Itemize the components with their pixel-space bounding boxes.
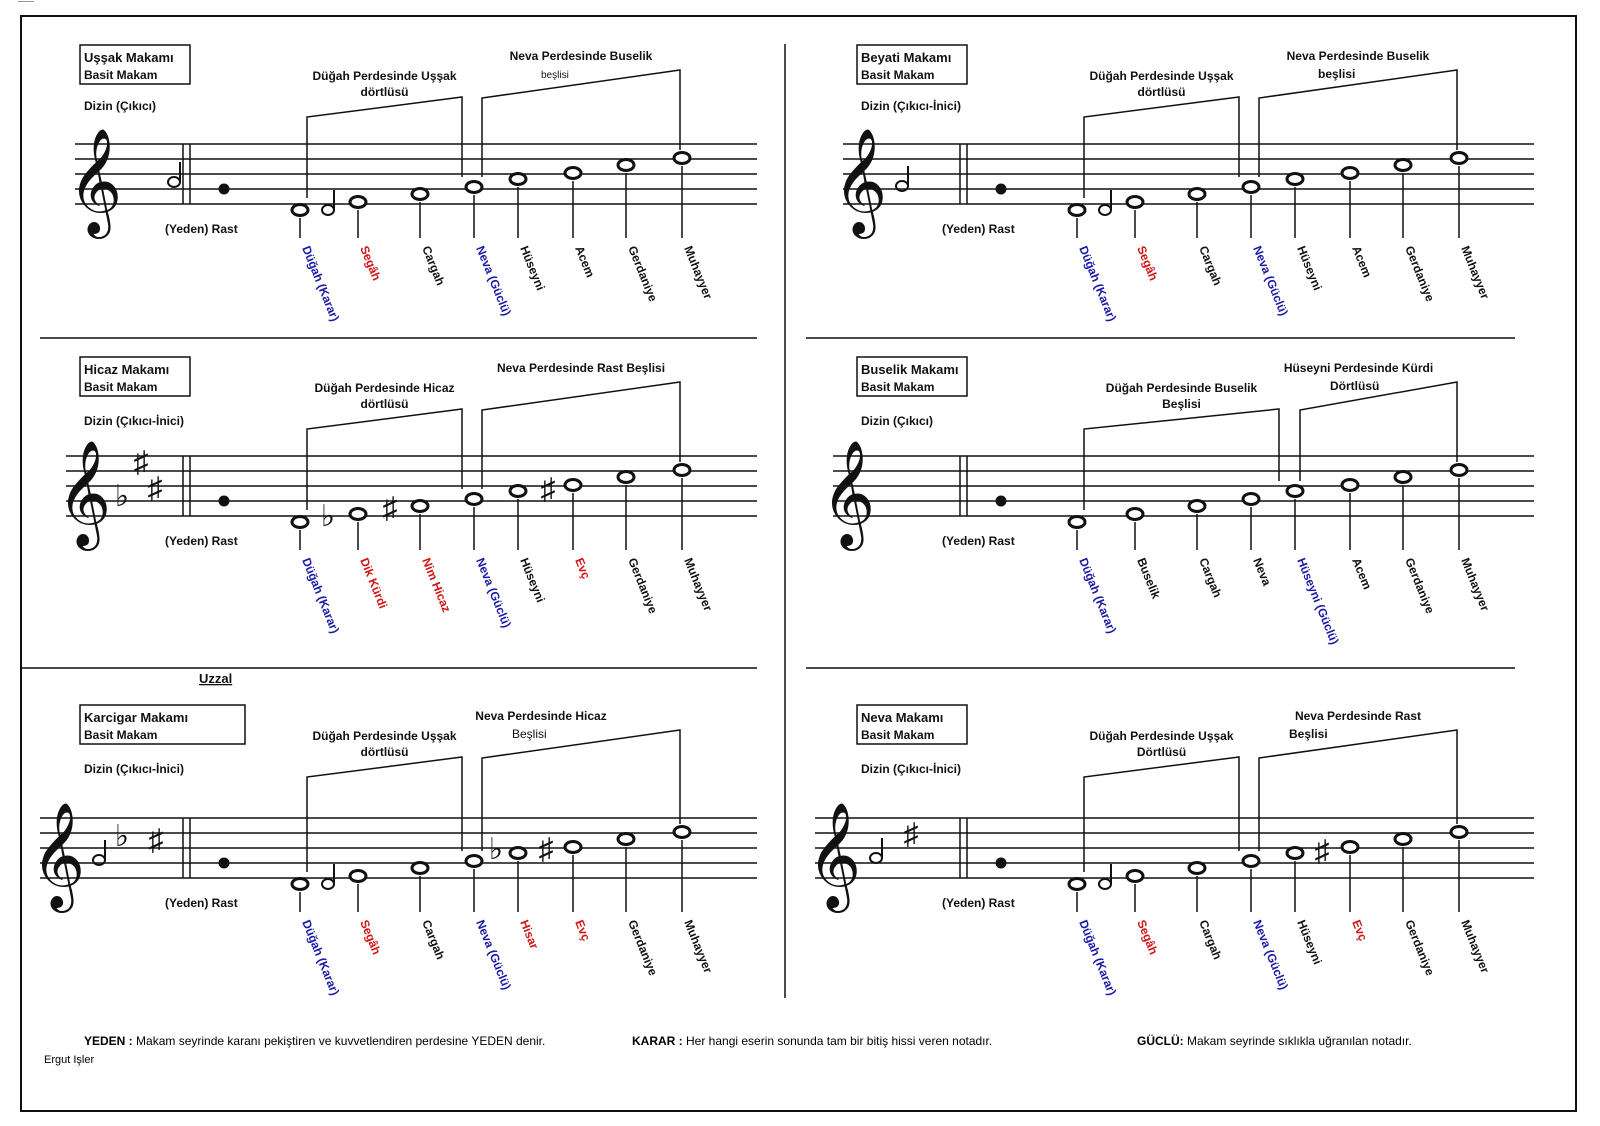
makam-title: Buselik Makamı: [861, 362, 959, 377]
note-name-label: Segâh: [357, 243, 384, 283]
yeden-label: (Yeden) Rast: [165, 222, 238, 236]
bracket2-label-line1: Neva Perdesinde Hicaz: [475, 709, 607, 723]
panel-beyati: [833, 45, 1534, 323]
note-name-label: Gerdaniye: [1402, 555, 1438, 616]
yeden-note: [219, 858, 230, 869]
half-note-accidental: [322, 864, 334, 889]
bracket1-label-line1: Düğah Perdesinde Uşşak: [1089, 69, 1234, 83]
note-name-label: Neva (Güclü): [473, 243, 514, 318]
yeden-label: (Yeden) Rast: [942, 222, 1015, 236]
whole-note: [466, 856, 482, 867]
makam-title: Uşşak Makamı: [84, 50, 174, 65]
whole-note: [412, 863, 428, 874]
sharp-accidental: ♯: [903, 818, 919, 851]
bracket2-label-line2: beşlisi: [1318, 67, 1356, 81]
half-note-accidental: [1099, 864, 1111, 889]
whole-note: [412, 501, 428, 512]
bracket2-label-line1: Neva Perdesinde Rast: [1294, 709, 1422, 723]
makam-subtitle: Basit Makam: [861, 380, 935, 394]
tetrachord-bracket: [1084, 97, 1239, 198]
note-name-label: Düğah (Karar): [299, 555, 343, 636]
whole-note: [1069, 205, 1085, 216]
note-name-label: Buselik: [1134, 555, 1164, 601]
treble-clef-icon: 𝄞: [832, 130, 888, 232]
pentachord-bracket: [482, 382, 680, 489]
panel-karcigar: [31, 705, 757, 997]
makam-title: Beyati Makamı: [861, 50, 952, 65]
whole-note: [510, 848, 526, 859]
whole-note: [412, 189, 428, 200]
footer-karar: [632, 1034, 992, 1048]
whole-note: [618, 472, 634, 483]
bracket2-label-line1: Neva Perdesinde Rast Beşlisi: [496, 361, 666, 375]
half-accidental: [870, 838, 882, 863]
scale-direction-label: Dizin (Çıkıcı-İnici): [861, 99, 962, 113]
half-note-accidental-head: [322, 205, 334, 215]
whole-note: [1189, 863, 1205, 874]
scale-direction-label: Dizin (Çıkıcı): [861, 414, 934, 428]
whole-note: [510, 174, 526, 185]
pentachord-bracket: [482, 70, 680, 177]
whole-note: [1342, 168, 1358, 179]
bracket1-label-line1: Düğah Perdesinde Uşşak: [312, 729, 457, 743]
whole-note: [1069, 879, 1085, 890]
whole-note: [1342, 480, 1358, 491]
note-name-label: Muhayyer: [681, 917, 716, 976]
bracket2-label-line1: Neva Perdesinde Buselik: [509, 49, 653, 63]
whole-note: [350, 197, 366, 208]
makam-subtitle: Basit Makam: [84, 68, 158, 82]
whole-note: [565, 842, 581, 853]
whole-note: [510, 486, 526, 497]
pentachord-bracket: [1300, 382, 1457, 481]
half-accidental: [896, 166, 908, 191]
treble-clef-icon: 𝄞: [806, 804, 862, 906]
half-note-accidental: [1099, 190, 1111, 215]
whole-note: [1243, 494, 1259, 505]
whole-note: [466, 182, 482, 193]
whole-note: [350, 509, 366, 520]
panel-hicaz: [57, 357, 757, 686]
flat-note-accidental: ♭: [488, 833, 504, 866]
flat-accidental: ♭: [114, 820, 130, 853]
yeden-note: [219, 496, 230, 507]
whole-note: [1127, 871, 1143, 882]
note-name-label: Gerdaniye: [625, 917, 661, 978]
note-name-label: Muhayyer: [1458, 917, 1493, 976]
sharp-accidental: ♯: [133, 446, 149, 479]
half-note-accidental-head: [322, 879, 334, 889]
pentachord-bracket: [1259, 70, 1457, 177]
footer-yeden-term: YEDEN :: [84, 1034, 133, 1048]
bracket1-label-line2: dörtlüsü: [360, 85, 409, 99]
yeden-note: [996, 858, 1007, 869]
flat-accidental: ♭: [114, 480, 130, 513]
panel-ussak: [68, 45, 757, 323]
yeden-label: (Yeden) Rast: [165, 896, 238, 910]
makam-title: Karcigar Makamı: [84, 710, 189, 725]
makam-title: Neva Makamı: [861, 710, 944, 725]
note-name-label: Nim Hicaz: [419, 555, 454, 615]
bracket2-label-line2: beşlisi: [541, 70, 569, 81]
note-name-label: Düğah (Karar): [299, 243, 343, 324]
half-note-accidental-head: [1099, 205, 1111, 215]
sharp-accidental: ♯: [148, 824, 164, 857]
treble-clef-icon: 𝄞: [820, 442, 876, 544]
note-name-label: Hüseyni: [1294, 243, 1325, 293]
whole-note: [292, 205, 308, 216]
makam-title: Hicaz Makamı: [84, 362, 170, 377]
scale-direction-label: Dizin (Çıkıcı-İnici): [861, 762, 962, 776]
whole-note: [1287, 174, 1303, 185]
sharp-note-accidental: ♯: [1314, 835, 1330, 868]
note-name-label: Neva (Güclü): [473, 555, 514, 630]
whole-note: [1189, 189, 1205, 200]
bracket2-label-line2: Dörtlüsü: [1330, 379, 1380, 393]
bracket2-label-line2: Beşlisi: [1289, 727, 1328, 741]
note-name-label: Muhayyer: [1458, 243, 1493, 302]
whole-note: [1451, 827, 1467, 838]
bracket2-label-line1: Neva Perdesinde Buselik: [1286, 49, 1430, 63]
footer-karar-term: KARAR :: [632, 1034, 683, 1048]
note-name-label: Hüseyni: [517, 243, 548, 293]
note-name-label: Muhayyer: [1458, 555, 1493, 614]
tetrachord-bracket: [307, 757, 462, 872]
whole-note: [292, 517, 308, 528]
whole-note: [1451, 465, 1467, 476]
note-name-label: Segâh: [1134, 243, 1161, 283]
bracket1-label-line2: dörtlüsü: [360, 745, 409, 759]
note-name-label: Neva (Güclü): [1250, 917, 1291, 992]
bracket2-label-line2: Beşlisi: [512, 727, 547, 741]
sharp-note-accidental: ♯: [538, 833, 554, 866]
half-note-accidental: [322, 190, 334, 215]
note-name-label: Hüseyni: [517, 555, 548, 605]
bracket1-label-line1: Düğah Perdesinde Hicaz: [314, 381, 455, 395]
sharp-accidental: ♯: [147, 472, 163, 505]
makam-subtitle: Basit Makam: [84, 380, 158, 394]
uzzal-label: Uzzal: [199, 671, 233, 686]
yeden-note: [996, 184, 1007, 195]
note-name-label: Neva (Güclü): [1250, 243, 1291, 318]
half-note-accidental-head: [1099, 879, 1111, 889]
sharp-note-accidental: ♯: [540, 473, 556, 506]
makam-subtitle: Basit Makam: [861, 728, 935, 742]
note-name-label: Gerdaniye: [1402, 243, 1438, 304]
bracket2-label-line1: Hüseyni Perdesinde Kürdi: [1283, 361, 1434, 375]
note-name-label: Acem: [1349, 243, 1375, 280]
whole-note: [618, 834, 634, 845]
whole-note: [1243, 182, 1259, 193]
note-name-label: Evç: [572, 917, 594, 943]
bracket1-label-line2: dörtlüsü: [1137, 85, 1186, 99]
note-name-label: Düğah (Karar): [299, 917, 343, 998]
footer-yeden-text: Makam seyrinde karanı pekiştiren ve kuvvetlendiren perdesine YEDEN denir.: [136, 1034, 546, 1048]
whole-note: [1287, 486, 1303, 497]
note-name-label: Muhayyer: [681, 555, 716, 614]
whole-note: [674, 153, 690, 164]
yeden-note: [219, 184, 230, 195]
scale-direction-label: Dizin (Çıkıcı-İnici): [84, 414, 185, 428]
makam-subtitle: Basit Makam: [861, 68, 935, 82]
whole-note: [674, 465, 690, 476]
whole-note: [1395, 472, 1411, 483]
note-name-label: Gerdaniye: [625, 555, 661, 616]
treble-clef-icon: 𝄞: [30, 804, 86, 906]
whole-note: [1243, 856, 1259, 867]
note-name-label: Hüseyni: [1294, 917, 1325, 967]
half-accidental-head: [168, 177, 180, 187]
bracket1-label-line1: Düğah Perdesinde Uşşak: [312, 69, 457, 83]
bracket1-label-line2: Dörtlüsü: [1136, 745, 1187, 759]
whole-note: [1395, 160, 1411, 171]
bracket1-label-line1: Düğah Perdesinde Buselik: [1105, 381, 1258, 395]
note-name-label: Hisar: [517, 917, 542, 951]
yeden-label: (Yeden) Rast: [165, 534, 238, 548]
footer-karar-text: Her hangi eserin sonunda tam bir bitiş hissi veren notadır.: [686, 1034, 993, 1048]
footer-guclu-text: Makam seyrinde sıklıkla uğranılan notadır.: [1187, 1034, 1412, 1048]
footer-guclu-term: GÜCLÜ:: [1137, 1034, 1184, 1048]
makam-subtitle: Basit Makam: [84, 728, 158, 742]
note-name-label: Düğah (Karar): [1076, 243, 1120, 324]
whole-note: [1069, 517, 1085, 528]
note-name-label: Neva (Güclü): [473, 917, 514, 992]
note-name-label: Segâh: [1134, 917, 1161, 957]
tetrachord-bracket: [307, 97, 462, 198]
note-name-label: Segâh: [357, 917, 384, 957]
whole-note: [565, 168, 581, 179]
whole-note: [1127, 509, 1143, 520]
whole-note: [1189, 501, 1205, 512]
half-accidental: [93, 840, 105, 865]
whole-note: [350, 871, 366, 882]
half-accidental-head: [870, 853, 882, 863]
yeden-label: (Yeden) Rast: [942, 534, 1015, 548]
yeden-label: (Yeden) Rast: [942, 896, 1015, 910]
whole-note: [674, 827, 690, 838]
whole-note: [292, 879, 308, 890]
note-name-label: Cargah: [1196, 555, 1225, 600]
whole-note: [1287, 848, 1303, 859]
note-name-label: Düğah (Karar): [1076, 917, 1120, 998]
whole-note: [618, 160, 634, 171]
whole-note: [466, 494, 482, 505]
footer-yeden: [84, 1034, 545, 1048]
note-name-label: Gerdaniye: [625, 243, 661, 304]
note-name-label: Cargah: [419, 917, 448, 962]
panel-neva: [807, 705, 1534, 997]
whole-note: [1395, 834, 1411, 845]
bracket1-label-line2: Beşlisi: [1162, 397, 1201, 411]
yeden-note: [996, 496, 1007, 507]
whole-note: [1127, 197, 1143, 208]
scale-direction-label: Dizin (Çıkıcı-İnici): [84, 762, 185, 776]
note-name-label: Cargah: [1196, 917, 1225, 962]
note-name-label: Cargah: [1196, 243, 1225, 288]
note-name-label: Acem: [572, 243, 598, 280]
whole-note: [1451, 153, 1467, 164]
treble-clef-icon: 𝄞: [56, 442, 112, 544]
sharp-note-accidental: ♯: [382, 492, 398, 525]
bracket1-label-line1: Düğah Perdesinde Uşşak: [1089, 729, 1234, 743]
footer-author: Ergut Işler: [44, 1054, 95, 1066]
whole-note: [565, 480, 581, 491]
note-name-label: Muhayyer: [681, 243, 716, 302]
whole-note: [1342, 842, 1358, 853]
flat-note-accidental: ♭: [320, 500, 336, 533]
panel-buselik: [821, 357, 1534, 646]
note-name-label: Neva: [1250, 555, 1274, 588]
note-name-label: Hüseyni (Güclü): [1294, 555, 1342, 647]
bracket1-label-line2: dörtlüsü: [360, 397, 409, 411]
note-name-label: Evç: [572, 555, 594, 581]
note-name-label: Düğah (Karar): [1076, 555, 1120, 636]
note-name-label: Evç: [1349, 917, 1371, 943]
footer-guclu: [1137, 1034, 1412, 1048]
note-name-label: Dik Kürdi: [357, 555, 391, 611]
tetrachord-bracket: [1084, 757, 1239, 872]
treble-clef-icon: 𝄞: [67, 130, 123, 232]
note-name-label: Cargah: [419, 243, 448, 288]
note-name-label: Gerdaniye: [1402, 917, 1438, 978]
scale-direction-label: Dizin (Çıkıcı): [84, 99, 157, 113]
note-name-label: Acem: [1349, 555, 1375, 592]
